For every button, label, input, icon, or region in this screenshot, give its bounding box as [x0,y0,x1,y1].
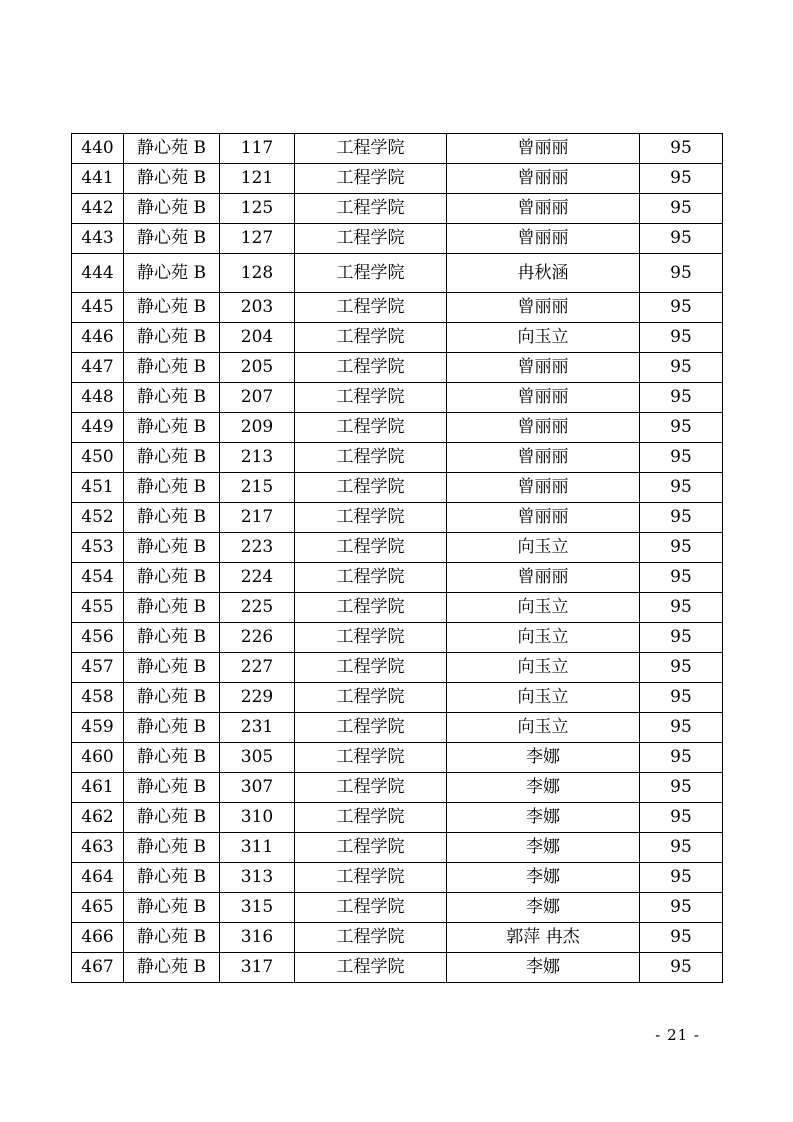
college-cell: 工程学院 [295,503,447,533]
score-cell: 95 [640,443,723,473]
score-cell: 95 [640,323,723,353]
building-cell: 静心苑 B [124,563,220,593]
room-number-cell: 203 [220,293,295,323]
row-number-cell: 442 [72,194,124,224]
building-cell: 静心苑 B [124,863,220,893]
college-cell: 工程学院 [295,743,447,773]
score-cell: 95 [640,254,723,293]
table-row [72,953,723,983]
table-row [72,254,723,293]
row-number-cell: 441 [72,164,124,194]
score-cell: 95 [640,593,723,623]
room-number-cell: 229 [220,683,295,713]
college-cell: 工程学院 [295,194,447,224]
counselor-cell: 曾丽丽 [447,134,640,164]
college-cell: 工程学院 [295,863,447,893]
counselor-cell: 曾丽丽 [447,353,640,383]
building-cell: 静心苑 B [124,953,220,983]
college-cell: 工程学院 [295,134,447,164]
score-cell: 95 [640,803,723,833]
counselor-cell: 冉秋涵 [447,254,640,293]
counselor-cell: 向玉立 [447,593,640,623]
building-cell: 静心苑 B [124,923,220,953]
room-number-cell: 209 [220,413,295,443]
table-row [72,134,723,164]
counselor-cell: 向玉立 [447,323,640,353]
room-number-cell: 207 [220,383,295,413]
counselor-cell: 曾丽丽 [447,293,640,323]
row-number-cell: 457 [72,653,124,683]
score-cell: 95 [640,863,723,893]
building-cell: 静心苑 B [124,773,220,803]
counselor-cell: 曾丽丽 [447,194,640,224]
college-cell: 工程学院 [295,773,447,803]
row-number-cell: 453 [72,533,124,563]
table-row [72,653,723,683]
row-number-cell: 463 [72,833,124,863]
college-cell: 工程学院 [295,323,447,353]
row-number-cell: 448 [72,383,124,413]
table-row [72,923,723,953]
table-row [72,683,723,713]
counselor-cell: 曾丽丽 [447,383,640,413]
score-cell: 95 [640,653,723,683]
room-number-cell: 311 [220,833,295,863]
building-cell: 静心苑 B [124,803,220,833]
room-number-cell: 223 [220,533,295,563]
counselor-cell: 曾丽丽 [447,413,640,443]
table-row [72,503,723,533]
row-number-cell: 467 [72,953,124,983]
table-row [72,224,723,254]
row-number-cell: 452 [72,503,124,533]
row-number-cell: 458 [72,683,124,713]
table-row [72,194,723,224]
college-cell: 工程学院 [295,833,447,863]
table-row [72,623,723,653]
room-number-cell: 317 [220,953,295,983]
score-cell: 95 [640,194,723,224]
building-cell: 静心苑 B [124,503,220,533]
score-cell: 95 [640,563,723,593]
score-cell: 95 [640,893,723,923]
counselor-cell: 李娜 [447,803,640,833]
row-number-cell: 459 [72,713,124,743]
college-cell: 工程学院 [295,383,447,413]
table-row [72,833,723,863]
room-number-cell: 213 [220,443,295,473]
building-cell: 静心苑 B [124,254,220,293]
table-row [72,803,723,833]
row-number-cell: 446 [72,323,124,353]
college-cell: 工程学院 [295,893,447,923]
row-number-cell: 445 [72,293,124,323]
counselor-cell: 向玉立 [447,683,640,713]
college-cell: 工程学院 [295,683,447,713]
room-number-cell: 227 [220,653,295,683]
counselor-cell: 向玉立 [447,623,640,653]
counselor-cell: 李娜 [447,743,640,773]
room-number-cell: 204 [220,323,295,353]
score-cell: 95 [640,953,723,983]
row-number-cell: 461 [72,773,124,803]
row-number-cell: 455 [72,593,124,623]
score-cell: 95 [640,413,723,443]
college-cell: 工程学院 [295,593,447,623]
table-row [72,413,723,443]
counselor-cell: 李娜 [447,953,640,983]
score-cell: 95 [640,224,723,254]
score-cell: 95 [640,833,723,863]
college-cell: 工程学院 [295,653,447,683]
counselor-cell: 向玉立 [447,653,640,683]
counselor-cell: 曾丽丽 [447,473,640,503]
table-row [72,863,723,893]
table-row [72,443,723,473]
score-cell: 95 [640,134,723,164]
counselor-cell: 向玉立 [447,533,640,563]
table-row [72,593,723,623]
score-cell: 95 [640,923,723,953]
building-cell: 静心苑 B [124,473,220,503]
score-cell: 95 [640,683,723,713]
page-number: - 21 - [655,1026,700,1044]
table-row [72,563,723,593]
building-cell: 静心苑 B [124,893,220,923]
college-cell: 工程学院 [295,254,447,293]
score-cell: 95 [640,773,723,803]
row-number-cell: 454 [72,563,124,593]
college-cell: 工程学院 [295,803,447,833]
row-number-cell: 449 [72,413,124,443]
room-number-cell: 121 [220,164,295,194]
table-body [72,134,723,983]
room-number-cell: 205 [220,353,295,383]
room-number-cell: 125 [220,194,295,224]
table-row [72,323,723,353]
counselor-cell: 曾丽丽 [447,563,640,593]
college-cell: 工程学院 [295,473,447,503]
college-cell: 工程学院 [295,533,447,563]
counselor-cell: 向玉立 [447,713,640,743]
counselor-cell: 李娜 [447,773,640,803]
building-cell: 静心苑 B [124,164,220,194]
counselor-cell: 李娜 [447,833,640,863]
room-number-cell: 307 [220,773,295,803]
room-number-cell: 215 [220,473,295,503]
building-cell: 静心苑 B [124,293,220,323]
dormitory-score-table [71,133,723,983]
row-number-cell: 444 [72,254,124,293]
counselor-cell: 李娜 [447,863,640,893]
row-number-cell: 440 [72,134,124,164]
room-number-cell: 128 [220,254,295,293]
building-cell: 静心苑 B [124,194,220,224]
counselor-cell: 曾丽丽 [447,443,640,473]
room-number-cell: 127 [220,224,295,254]
room-number-cell: 310 [220,803,295,833]
college-cell: 工程学院 [295,224,447,254]
building-cell: 静心苑 B [124,443,220,473]
building-cell: 静心苑 B [124,353,220,383]
score-cell: 95 [640,743,723,773]
row-number-cell: 443 [72,224,124,254]
score-cell: 95 [640,503,723,533]
score-cell: 95 [640,164,723,194]
room-number-cell: 117 [220,134,295,164]
row-number-cell: 466 [72,923,124,953]
counselor-cell: 曾丽丽 [447,164,640,194]
building-cell: 静心苑 B [124,413,220,443]
college-cell: 工程学院 [295,713,447,743]
college-cell: 工程学院 [295,293,447,323]
building-cell: 静心苑 B [124,713,220,743]
row-number-cell: 451 [72,473,124,503]
counselor-cell: 郭萍 冉杰 [447,923,640,953]
score-cell: 95 [640,293,723,323]
college-cell: 工程学院 [295,164,447,194]
college-cell: 工程学院 [295,953,447,983]
college-cell: 工程学院 [295,413,447,443]
row-number-cell: 462 [72,803,124,833]
building-cell: 静心苑 B [124,383,220,413]
building-cell: 静心苑 B [124,533,220,563]
building-cell: 静心苑 B [124,683,220,713]
score-cell: 95 [640,623,723,653]
counselor-cell: 李娜 [447,893,640,923]
building-cell: 静心苑 B [124,833,220,863]
table-row [72,164,723,194]
row-number-cell: 464 [72,863,124,893]
building-cell: 静心苑 B [124,593,220,623]
building-cell: 静心苑 B [124,653,220,683]
row-number-cell: 447 [72,353,124,383]
building-cell: 静心苑 B [124,743,220,773]
table-row [72,893,723,923]
table-row [72,713,723,743]
table-row [72,533,723,563]
room-number-cell: 315 [220,893,295,923]
table-row [72,473,723,503]
counselor-cell: 曾丽丽 [447,503,640,533]
building-cell: 静心苑 B [124,134,220,164]
room-number-cell: 305 [220,743,295,773]
row-number-cell: 460 [72,743,124,773]
table-row [72,353,723,383]
table-row [72,773,723,803]
row-number-cell: 465 [72,893,124,923]
row-number-cell: 456 [72,623,124,653]
college-cell: 工程学院 [295,563,447,593]
room-number-cell: 231 [220,713,295,743]
score-cell: 95 [640,713,723,743]
score-cell: 95 [640,383,723,413]
room-number-cell: 226 [220,623,295,653]
table-row [72,293,723,323]
table-row [72,383,723,413]
score-cell: 95 [640,533,723,563]
college-cell: 工程学院 [295,443,447,473]
room-number-cell: 225 [220,593,295,623]
score-cell: 95 [640,353,723,383]
building-cell: 静心苑 B [124,224,220,254]
building-cell: 静心苑 B [124,623,220,653]
room-number-cell: 224 [220,563,295,593]
row-number-cell: 450 [72,443,124,473]
room-number-cell: 316 [220,923,295,953]
counselor-cell: 曾丽丽 [447,224,640,254]
table-row [72,743,723,773]
college-cell: 工程学院 [295,623,447,653]
college-cell: 工程学院 [295,923,447,953]
room-number-cell: 313 [220,863,295,893]
room-number-cell: 217 [220,503,295,533]
score-cell: 95 [640,473,723,503]
building-cell: 静心苑 B [124,323,220,353]
college-cell: 工程学院 [295,353,447,383]
